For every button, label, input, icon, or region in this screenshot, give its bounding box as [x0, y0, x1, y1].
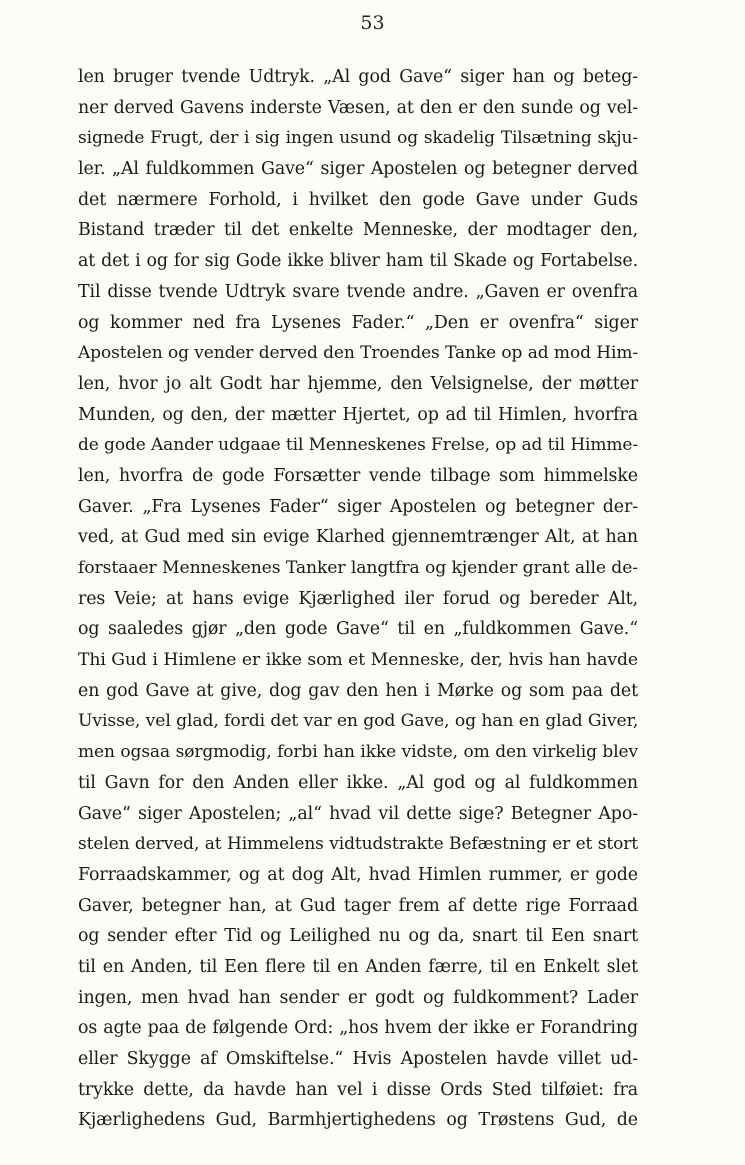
text-line: Uvisse, vel glad, fordi det var en god Gave, og han en glad Giver, — [78, 711, 639, 732]
text-line: Til disse tvende Udtryk svare tvende andre. „Gaven er ovenfra — [78, 281, 638, 302]
text-line: Bistand træder til det enkelte Menneske, der modtager den, — [78, 220, 638, 241]
text-line: ler. „Al fuldkommen Gave“ siger Apostelen og betegner derved — [78, 159, 638, 180]
text-line: Gave“ siger Apostelen; „al“ hvad vil dette sige? Betegner Apo- — [78, 803, 638, 824]
text-line: len, hvorfra de gode Forsætter vende tilbage som himmelske — [78, 465, 638, 486]
body-text — [78, 62, 638, 1136]
text-line: ved, at Gud med sin evige Klarhed gjennemtrænger Alt, at han — [78, 527, 638, 548]
text-line: og saaledes gjør „den gode Gave“ til en „fuldkommen Gave.“ — [78, 619, 638, 640]
text-line: en god Gave at give, dog gav den hen i Mørke og som paa det — [78, 680, 638, 701]
page-number: 53 — [360, 12, 385, 34]
text-line: forstaaer Menneskenes Tanker langtfra og kjender grant alle de- — [78, 558, 638, 578]
text-line: Gaver. „Fra Lysenes Fader“ siger Apostelen og betegner der- — [78, 496, 638, 517]
text-line: len, hvor jo alt Godt har hjemme, den Velsignelse, der møtter — [78, 373, 638, 394]
text-line: trykke dette, da havde han vel i disse Ords Sted tilføiet: fra — [78, 1079, 638, 1100]
text-line: til Gavn for den Anden eller ikke. „Al god og al fuldkommen — [78, 772, 638, 793]
text-line: Gaver, betegner han, at Gud tager frem af dette rige Forraad — [78, 895, 638, 916]
text-line: ner derved Gavens inderste Væsen, at den er den sunde og vel- — [78, 97, 638, 118]
text-line: de gode Aander udgaae til Menneskenes Frelse, op ad til Himme- — [78, 435, 639, 456]
text-line: Forraadskammer, og at dog Alt, hvad Himlen rummer, er gode — [78, 864, 638, 885]
text-line: til en Anden, til Een flere til en Anden færre, til en Enkelt slet — [78, 956, 638, 977]
text-line: stelen derved, at Himmelens vidtudstrakte Befæstning er et stort — [78, 834, 638, 855]
text-line: at det i og for sig Gode ikke bliver ham til Skade og Fortabelse. — [78, 251, 638, 272]
text-line: Kjærlighedens Gud, Barmhjertighedens og Trøstens Gud, de — [78, 1110, 638, 1131]
text-line: men ogsaa sørgmodig, forbi han ikke vidste, om den virkelig blev — [78, 742, 638, 763]
text-line: signede Frugt, der i sig ingen usund og skadelig Tilsætning skju- — [78, 128, 638, 149]
text-line: og sender efter Tid og Leilighed nu og da, snart til Een snart — [78, 926, 638, 947]
text-line: os agte paa de følgende Ord: „hos hvem der ikke er Forandring — [78, 1018, 638, 1039]
text-line: Apostelen og vender derved den Troendes Tanke op ad mod Him- — [78, 343, 638, 364]
text-line: og kommer ned fra Lysenes Fader.“ „Den er ovenfra“ siger — [78, 312, 638, 333]
text-line: len bruger tvende Udtryk. „Al god Gave“ siger han og beteg- — [78, 67, 638, 87]
text-line: Thi Gud i Himlene er ikke som et Menneske, der, hvis han havde — [78, 650, 638, 671]
text-line: res Veie; at hans evige Kjærlighed iler forud og bereder Alt, — [78, 588, 638, 609]
text-line: eller Skygge af Omskiftelse.“ Hvis Apostelen havde villet ud- — [78, 1049, 638, 1069]
text-line: Munden, og den, der mætter Hjertet, op ad til Himlen, hvorfra — [78, 404, 638, 425]
text-line: det nærmere Forhold, i hvilket den gode Gave under Guds — [78, 189, 638, 210]
text-line: ingen, men hvad han sender er godt og fuldkomment? Lader — [78, 987, 638, 1008]
